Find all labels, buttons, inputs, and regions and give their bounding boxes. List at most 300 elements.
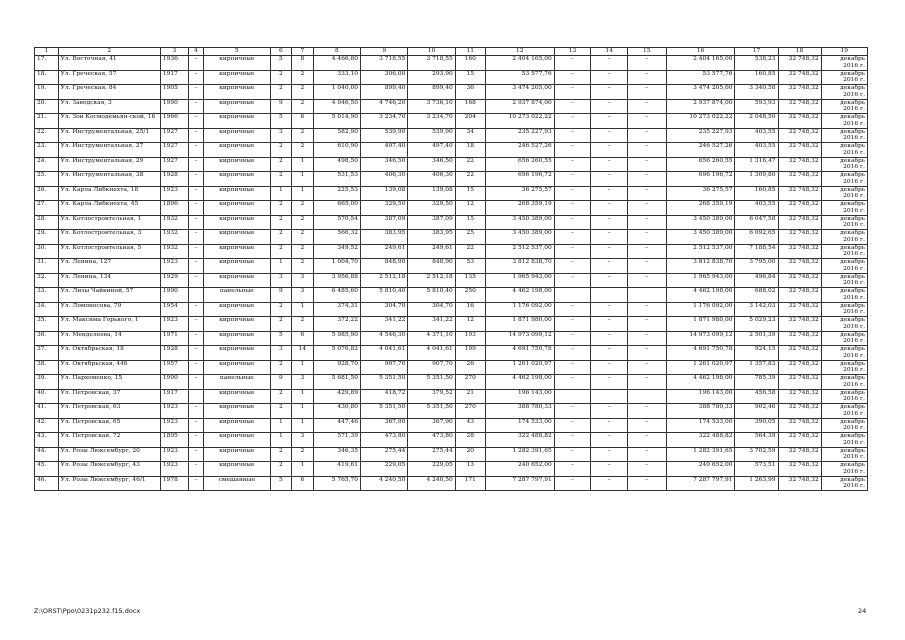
table-cell: 610,90: [313, 143, 360, 158]
table-cell: 388 780,33: [485, 404, 554, 419]
table-cell: 2: [270, 317, 292, 332]
table-cell: [591, 288, 628, 303]
table-cell: 1928: [160, 172, 188, 187]
column-number-11: 11: [455, 48, 485, 56]
table-cell: –: [591, 476, 628, 491]
table-cell: –: [591, 70, 628, 85]
table-cell: 19.: [35, 85, 59, 100]
table-cell: 14 973 099,12: [485, 331, 554, 346]
table-cell: –: [554, 462, 591, 477]
table-cell: 1 040,00: [313, 85, 360, 100]
column-number-6: 6: [270, 48, 292, 56]
table-cell: 2: [292, 244, 314, 259]
table-cell: 582,90: [313, 128, 360, 143]
table-cell: 2 404 165,00: [485, 56, 554, 71]
table-cell: –: [554, 418, 591, 433]
table-cell: 1932: [160, 244, 188, 259]
table-cell: 2 937 874,00: [666, 99, 735, 114]
table-cell: декабрь 2016 г.: [821, 273, 867, 288]
table-cell: –: [627, 128, 666, 143]
table-cell: 2: [270, 157, 292, 172]
column-number-18: 18: [778, 48, 821, 56]
table-cell: 1990: [160, 288, 188, 303]
table-cell: 406,30: [361, 172, 408, 187]
table-cell: декабрь 2016 г.: [821, 317, 867, 332]
table-cell: 9: [270, 99, 292, 114]
table-cell: –: [554, 244, 591, 259]
table-cell: 2: [270, 201, 292, 216]
table-cell: 32 748,32: [778, 288, 821, 303]
table-cell: 447,46: [313, 418, 360, 433]
table-cell: 4 240,50: [361, 476, 408, 491]
table-row: [35, 462, 868, 477]
table-cell: –: [188, 331, 203, 346]
table-cell: декабрь 2016 г.: [821, 331, 867, 346]
table-cell: 250: [455, 288, 485, 303]
table-cell: –: [591, 157, 628, 172]
table-cell: –: [627, 215, 666, 230]
table-cell: кирпичные: [203, 462, 270, 477]
column-number-13: 13: [554, 48, 591, 56]
table-cell: –: [627, 143, 666, 158]
table-cell: 246 527,26: [666, 143, 735, 158]
table-row: [35, 404, 868, 419]
table-cell: 1: [292, 157, 314, 172]
table-cell: –: [627, 172, 666, 187]
table-cell: –: [188, 360, 203, 375]
table-cell: 20.: [35, 99, 59, 114]
table-cell: 15: [455, 215, 485, 230]
table-cell: декабрь 2016 г.: [821, 244, 867, 259]
table-cell: кирпичные: [203, 273, 270, 288]
table-cell: 2: [292, 230, 314, 245]
table-cell: 193: [455, 331, 485, 346]
table-cell: 656 260,55: [485, 157, 554, 172]
column-number-2: 2: [58, 48, 160, 56]
table-cell: 1 261 020,97: [666, 360, 735, 375]
table-cell: –: [554, 447, 591, 462]
table-cell: –: [591, 317, 628, 332]
table-cell: 168: [455, 99, 485, 114]
table-cell: –: [591, 259, 628, 274]
table-cell: 907,70: [408, 360, 455, 375]
table-cell: 2: [270, 215, 292, 230]
table-cell: 5 014,90: [313, 114, 360, 129]
table-cell: 403,55: [735, 143, 778, 158]
table-cell: кирпичные: [203, 259, 270, 274]
table-cell: 1923: [160, 418, 188, 433]
table-cell: –: [627, 259, 666, 274]
table-cell: декабрь 2016 г.: [821, 476, 867, 491]
table-cell: –: [188, 143, 203, 158]
table-cell: 924,15: [735, 346, 778, 361]
table-cell: 2 512,18: [361, 273, 408, 288]
table-row: [35, 302, 868, 317]
table-cell: –: [188, 85, 203, 100]
table-cell: 36: [455, 85, 485, 100]
table-cell: 4 041,61: [361, 346, 408, 361]
table-cell: кирпичные: [203, 404, 270, 419]
table-cell: 2 512 537,00: [666, 244, 735, 259]
table-row: [35, 360, 868, 375]
column-number-10: 10: [408, 48, 455, 56]
table-cell: –: [554, 331, 591, 346]
table-cell: 570,54: [313, 215, 360, 230]
table-cell: 3 450 389,00: [485, 230, 554, 245]
table-cell: 32 748,32: [778, 186, 821, 201]
table-cell: –: [188, 418, 203, 433]
table-cell: 349,52: [313, 244, 360, 259]
table-cell: декабрь 2016 г.: [821, 56, 867, 71]
table-cell: 429,89: [313, 389, 360, 404]
table-cell: –: [554, 201, 591, 216]
table-cell: 160,85: [735, 70, 778, 85]
table-cell: 32 748,32: [778, 143, 821, 158]
table-cell: –: [554, 433, 591, 448]
table-cell: –: [554, 56, 591, 71]
table-cell: кирпичные: [203, 360, 270, 375]
column-number-17: 17: [735, 48, 778, 56]
table-cell: [188, 389, 203, 404]
table-cell: 688,02: [735, 288, 778, 303]
table-cell: 1990: [160, 99, 188, 114]
table-cell: 32 748,32: [778, 230, 821, 245]
table-row: [35, 331, 868, 346]
table-cell: кирпичные: [203, 447, 270, 462]
table-cell: декабрь 2016 г.: [821, 288, 867, 303]
table-cell: Ул. Котлостроительная, 5: [58, 244, 160, 259]
table-cell: 419,61: [313, 462, 360, 477]
table-cell: Ул. Петровская, 63: [58, 404, 160, 419]
table-cell: 196 143,00: [666, 389, 735, 404]
table-cell: 2: [270, 143, 292, 158]
table-cell: –: [627, 462, 666, 477]
table-cell: 1: [270, 259, 292, 274]
table-cell: 246 527,26: [485, 143, 554, 158]
table-cell: 3 234,70: [408, 114, 455, 129]
table-cell: 10 273 022,22: [485, 114, 554, 129]
table-cell: 1917: [160, 389, 188, 404]
table-cell: –: [591, 447, 628, 462]
table-cell: 346,50: [408, 157, 455, 172]
table-cell: 2: [270, 360, 292, 375]
table-cell: 2: [292, 85, 314, 100]
table-cell: 2: [292, 317, 314, 332]
table-cell: декабрь 2016 г.: [821, 157, 867, 172]
table-cell: 33.: [35, 288, 59, 303]
table-cell: 32 748,32: [778, 85, 821, 100]
page-number: 24: [858, 607, 867, 615]
housing-table: [34, 47, 868, 491]
table-cell: 306,00: [361, 70, 408, 85]
table-cell: 15: [455, 186, 485, 201]
table-cell: Ул. Греческая, 84: [58, 85, 160, 100]
table-cell: декабрь 2016 г.: [821, 375, 867, 390]
table-cell: 32 748,32: [778, 215, 821, 230]
table-cell: –: [591, 418, 628, 433]
column-number-7: 7: [292, 48, 314, 56]
table-cell: 160: [455, 56, 485, 71]
column-number-3: 3: [160, 48, 188, 56]
table-cell: 2: [270, 462, 292, 477]
table-cell: 45.: [35, 462, 59, 477]
table-cell: 3 718,55: [361, 56, 408, 71]
table-cell: 4 746,20: [361, 99, 408, 114]
table-cell: 1923: [160, 259, 188, 274]
table-cell: декабрь 2016 г.: [821, 404, 867, 419]
table-cell: 32.: [35, 273, 59, 288]
file-path: Z:\ORST\Ppo\0231p232.f15.docx: [34, 607, 141, 615]
table-cell: 329,50: [361, 201, 408, 216]
table-cell: 204: [455, 114, 485, 129]
table-cell: 31.: [35, 259, 59, 274]
table-cell: Ул. Зои Космодемьян-ской, 16: [58, 114, 160, 129]
table-cell: –: [627, 186, 666, 201]
table-cell: декабрь 2016 г.: [821, 259, 867, 274]
table-cell: 390,05: [735, 418, 778, 433]
table-cell: –: [554, 186, 591, 201]
table-cell: –: [591, 215, 628, 230]
table-cell: 15: [455, 70, 485, 85]
table-cell: 372,22: [313, 317, 360, 332]
table-cell: 44.: [35, 447, 59, 462]
table-cell: 235 227,93: [485, 128, 554, 143]
column-number-9: 9: [361, 48, 408, 56]
table-cell: 1932: [160, 230, 188, 245]
table-cell: –: [554, 476, 591, 491]
table-cell: панельные: [203, 375, 270, 390]
table-cell: 25.: [35, 172, 59, 187]
table-cell: кирпичные: [203, 157, 270, 172]
table-cell: 5 351,50: [361, 375, 408, 390]
table-cell: –: [591, 462, 628, 477]
table-cell: 7 287 797,91: [485, 476, 554, 491]
table-cell: 2: [270, 244, 292, 259]
table-cell: 25: [455, 230, 485, 245]
table-cell: 367,90: [408, 418, 455, 433]
table-cell: 3: [270, 346, 292, 361]
table-cell: –: [188, 99, 203, 114]
table-row: [35, 201, 868, 216]
table-cell: 367,90: [361, 418, 408, 433]
table-cell: –: [188, 114, 203, 129]
column-number-15: 15: [627, 48, 666, 56]
table-cell: 17.: [35, 56, 59, 71]
table-row: [35, 99, 868, 114]
table-cell: 3: [270, 273, 292, 288]
table-cell: 293,90: [408, 70, 455, 85]
table-row: [35, 375, 868, 390]
table-cell: 304,70: [408, 302, 455, 317]
table-cell: кирпичные: [203, 70, 270, 85]
table-cell: 229,05: [361, 462, 408, 477]
table-cell: 2 048,50: [735, 114, 778, 129]
table-cell: 21: [455, 389, 485, 404]
table-cell: 160,85: [735, 186, 778, 201]
table-cell: 1923: [160, 447, 188, 462]
table-cell: –: [554, 404, 591, 419]
table-row: [35, 70, 868, 85]
table-cell: 32 748,32: [778, 433, 821, 448]
table-cell: 473,80: [408, 433, 455, 448]
table-cell: 1932: [160, 215, 188, 230]
table-cell: –: [188, 302, 203, 317]
table-cell: декабрь 2016 г.: [821, 447, 867, 462]
table-cell: 1923: [160, 317, 188, 332]
table-cell: 2: [292, 70, 314, 85]
table-cell: 12: [455, 317, 485, 332]
table-cell: 27.: [35, 201, 59, 216]
table-cell: 473,80: [361, 433, 408, 448]
table-cell: 1: [292, 172, 314, 187]
table-cell: 4 466,80: [313, 56, 360, 71]
table-cell: декабрь 2016 г.: [821, 201, 867, 216]
table-cell: 3 956,88: [313, 273, 360, 288]
table-cell: 5 351,50: [408, 375, 455, 390]
table-cell: 571,39: [313, 433, 360, 448]
table-cell: 1971: [160, 331, 188, 346]
table-cell: –: [591, 375, 628, 390]
table-cell: –: [591, 56, 628, 71]
table-cell: 539,90: [408, 128, 455, 143]
table-cell: декабрь 2016 г.: [821, 360, 867, 375]
table-cell: 174 533,00: [485, 418, 554, 433]
table-cell: 5 029,23: [735, 317, 778, 332]
table-cell: 3 718,55: [408, 56, 455, 71]
table-cell: –: [627, 302, 666, 317]
table-cell: Ул. Петровская, 37: [58, 389, 160, 404]
table-cell: 1923: [160, 186, 188, 201]
table-cell: Ул. Октябрьская, 44б: [58, 360, 160, 375]
table-cell: 1: [292, 404, 314, 419]
table-cell: Ул. Восточная, 41: [58, 56, 160, 71]
table-row: [35, 157, 868, 172]
table-cell: 6 485,60: [313, 288, 360, 303]
column-number-19: 19: [821, 48, 867, 56]
table-cell: –: [188, 273, 203, 288]
table-cell: Ул. Пархоменко, 15: [58, 375, 160, 390]
column-number-5: 5: [203, 48, 270, 56]
table-cell: 1 965 943,00: [666, 273, 735, 288]
table-cell: 538,23: [735, 56, 778, 71]
table-cell: 418,72: [361, 389, 408, 404]
table-cell: 2: [270, 230, 292, 245]
table-cell: –: [554, 143, 591, 158]
table-cell: 5 810,40: [408, 288, 455, 303]
table-cell: 907,70: [361, 360, 408, 375]
table-cell: 2 512,18: [408, 273, 455, 288]
table-row: [35, 288, 868, 303]
table-cell: 2: [270, 302, 292, 317]
table-body: [35, 48, 868, 491]
table-cell: декабрь 2016 г.: [821, 230, 867, 245]
table-cell: кирпичные: [203, 317, 270, 332]
table-cell: 270: [455, 404, 485, 419]
table-cell: 531,53: [313, 172, 360, 187]
table-cell: 32 748,32: [778, 418, 821, 433]
table-cell: 18: [455, 143, 485, 158]
table-cell: 539,90: [361, 128, 408, 143]
table-cell: 1917: [160, 70, 188, 85]
table-cell: 498,50: [313, 157, 360, 172]
table-cell: 1936: [160, 56, 188, 71]
table-cell: 32 748,32: [778, 447, 821, 462]
table-cell: 10 273 022,22: [666, 114, 735, 129]
table-cell: 275,44: [361, 447, 408, 462]
table-cell: –: [591, 230, 628, 245]
table-cell: декабрь 2016 г.: [821, 99, 867, 114]
table-cell: 1 871 980,00: [485, 317, 554, 332]
table-cell: 18.: [35, 70, 59, 85]
table-cell: 403,55: [735, 201, 778, 216]
table-cell: кирпичные: [203, 346, 270, 361]
table-cell: 225,53: [313, 186, 360, 201]
table-row: [35, 186, 868, 201]
table-cell: 406,30: [408, 172, 455, 187]
table-row: [35, 389, 868, 404]
table-cell: –: [188, 375, 203, 390]
table-cell: –: [627, 331, 666, 346]
table-cell: декабрь 2016 г.: [821, 85, 867, 100]
table-cell: декабрь 2016 г.: [821, 215, 867, 230]
table-cell: 497,40: [361, 143, 408, 158]
table-cell: 2: [292, 215, 314, 230]
table-cell: –: [627, 230, 666, 245]
table-cell: 5 351,50: [361, 404, 408, 419]
table-cell: 22: [455, 157, 485, 172]
table-cell: –: [627, 433, 666, 448]
table-cell: Ул. Розы Люксембург, 46/1: [58, 476, 160, 491]
table-cell: Ул. Карла Либкнехта, 45: [58, 201, 160, 216]
table-cell: 1 965 943,00: [485, 273, 554, 288]
table-cell: кирпичные: [203, 99, 270, 114]
table-cell: 333,10: [313, 70, 360, 85]
table-cell: –: [554, 99, 591, 114]
table-cell: 304,70: [361, 302, 408, 317]
table-cell: декабрь 2016 г.: [821, 418, 867, 433]
table-cell: 268 359,19: [666, 201, 735, 216]
table-cell: декабрь 2016 г.: [821, 114, 867, 129]
table-cell: 3 450 389,00: [666, 230, 735, 245]
table-cell: 2: [270, 85, 292, 100]
table-cell: 1923: [160, 462, 188, 477]
table-cell: 665,00: [313, 201, 360, 216]
table-cell: 1 004,70: [313, 259, 360, 274]
table-cell: 42.: [35, 418, 59, 433]
table-cell: 139,08: [408, 186, 455, 201]
table-cell: 1905: [160, 85, 188, 100]
table-cell: [591, 389, 628, 404]
table-cell: –: [188, 128, 203, 143]
table-cell: декабрь 2016 г.: [821, 186, 867, 201]
table-cell: Ул. Розы Люксембург, 20: [58, 447, 160, 462]
table-cell: –: [627, 447, 666, 462]
table-cell: 16: [455, 302, 485, 317]
table-cell: Ул. Инструментальная, 25/1: [58, 128, 160, 143]
table-cell: 430,80: [313, 404, 360, 419]
table-cell: Ул. Инструментальная, 38: [58, 172, 160, 187]
table-cell: –: [554, 346, 591, 361]
table-cell: 2: [292, 447, 314, 462]
table-cell: кирпичные: [203, 172, 270, 187]
table-cell: 3 450 389,00: [666, 215, 735, 230]
table-cell: 32 748,32: [778, 476, 821, 491]
table-cell: 2: [270, 404, 292, 419]
table-cell: 5 351,50: [408, 404, 455, 419]
table-cell: 22: [455, 244, 485, 259]
table-cell: –: [627, 244, 666, 259]
table-cell: 1: [292, 186, 314, 201]
